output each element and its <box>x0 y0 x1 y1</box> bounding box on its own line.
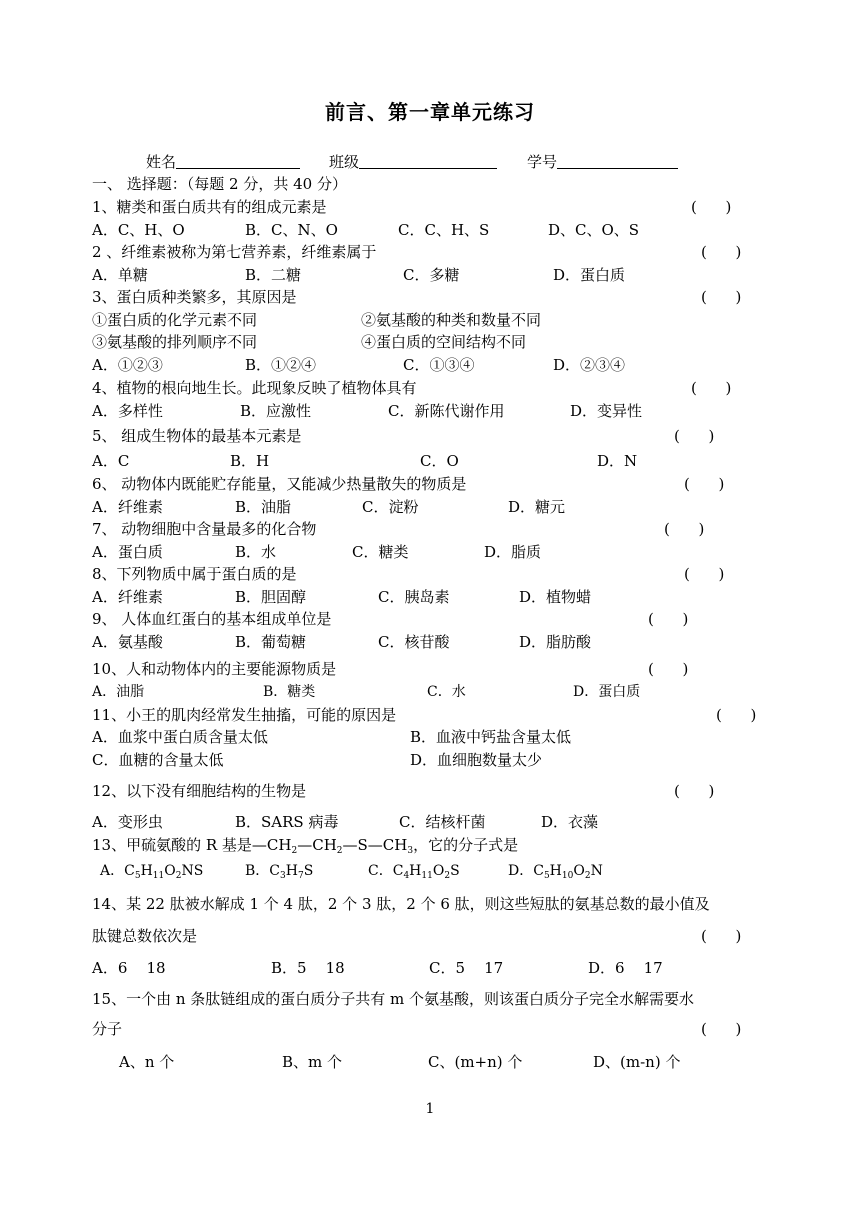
question-9-stem: 9、 人体血红蛋白的基本组成单位是 <box>92 610 332 628</box>
q3-statement-4: ④蛋白质的空间结构不同 <box>361 333 527 351</box>
q12-option-c: C．结核杆菌 <box>399 813 486 831</box>
q3-statement-3: ③氨基酸的排列顺序不同 <box>92 333 258 351</box>
answer-paren: ( ) <box>674 427 715 445</box>
question-14-stem-line1: 14、某 22 肽被水解成 1 个 4 肽，2 个 3 肽，2 个 6 肽，则这些短肽的氨基总数的最小值及 <box>92 895 710 913</box>
q8-option-b: B．胆固醇 <box>235 588 307 606</box>
q1-option-a: A．C、H、O <box>92 221 185 239</box>
q13-option-b: B．$C_3H_7S$ <box>245 863 314 881</box>
answer-paren: ( ) <box>674 782 715 800</box>
q5-option-a: A．C <box>92 452 130 470</box>
section-heading: 一、 选择题：（每题 2 分，共 40 分） <box>92 175 347 193</box>
q9-option-b: B．葡萄糖 <box>235 633 307 651</box>
answer-paren: ( ) <box>684 565 725 583</box>
q1-option-b: B．C、N、O <box>245 221 338 239</box>
q3-option-b: B．①②④ <box>245 356 317 374</box>
question-4-stem: 4、植物的根向地生长。此现象反映了植物体具有 <box>92 379 417 397</box>
question-10-stem: 10、人和动物体内的主要能源物质是 <box>92 660 337 678</box>
answer-paren: ( ) <box>684 475 725 493</box>
q3-option-d: D．②③④ <box>553 356 626 374</box>
q12-option-b: B．SARS 病毒 <box>235 813 339 831</box>
q13-stem-part: 13、甲硫氨酸的 R 基是—CH <box>92 836 292 854</box>
question-15-stem-line1: 15、一个由 n 条肽链组成的蛋白质分子共有 m 个氨基酸，则该蛋白质分子完全水解需要水 <box>92 990 695 1008</box>
q15-option-a: A、n 个 <box>119 1053 175 1071</box>
answer-paren: ( ) <box>664 520 705 538</box>
answer-paren: ( ) <box>648 610 689 628</box>
q14-option-b: B．5 18 <box>271 959 345 977</box>
page-title: 前言、第一章单元练习 <box>325 100 535 124</box>
q13-stem-part: ，它的分子式是 <box>413 836 519 854</box>
id-field <box>527 152 678 172</box>
q5-option-b: B．H <box>230 452 270 470</box>
q1-option-c: C．C、H、S <box>398 221 490 239</box>
q14-option-d: D．6 17 <box>588 959 663 977</box>
q9-option-d: D．脂肪酸 <box>519 633 592 651</box>
q11-option-c: C．血糖的含量太低 <box>92 751 224 769</box>
q13-option-d: D．$C_5H_{10}O_2N$ <box>508 863 603 881</box>
question-3-stem: 3、蛋白质种类繁多，其原因是 <box>92 288 297 306</box>
class-blank <box>359 152 497 169</box>
class-field <box>329 152 497 172</box>
question-5-stem: 5、 组成生物体的最基本元素是 <box>92 427 302 445</box>
q5-option-c: C．O <box>420 452 459 470</box>
page-number: 1 <box>425 1101 435 1117</box>
question-1-stem: 1、糖类和蛋白质共有的组成元素是 <box>92 198 327 216</box>
q9-option-c: C．核苷酸 <box>378 633 450 651</box>
q7-option-b: B．水 <box>235 543 277 561</box>
q7-option-a: A．蛋白质 <box>92 543 163 561</box>
q11-option-d: D．血细胞数量太少 <box>410 751 543 769</box>
q13-stem-part: —S—CH <box>342 836 408 854</box>
q7-option-d: D．脂质 <box>484 543 542 561</box>
q12-option-a: A．变形虫 <box>92 813 163 831</box>
question-13-stem: 13、甲硫氨酸的 R 基是$—CH_2—CH_2—S—CH_3$，它的分子式是 <box>92 836 519 856</box>
q11-option-a: A．血浆中蛋白质含量太低 <box>92 728 268 746</box>
q13-option-c: C．$C_4H_{11}O_2S$ <box>368 863 460 881</box>
answer-paren: ( ) <box>691 198 732 216</box>
q12-option-d: D．衣藻 <box>541 813 599 831</box>
q3-option-a: A．①②③ <box>92 356 163 374</box>
q4-option-a: A．多样性 <box>92 402 163 420</box>
q8-option-d: D．植物蜡 <box>519 588 592 606</box>
q13-option-a: A．$C_5H_{11}O_2NS$ <box>100 863 204 881</box>
answer-paren: ( ) <box>701 927 742 945</box>
q6-option-a: A．纤维素 <box>92 498 163 516</box>
q6-option-d: D．糖元 <box>508 498 566 516</box>
q14-option-c: C．5 17 <box>429 959 504 977</box>
question-8-stem: 8、下列物质中属于蛋白质的是 <box>92 565 297 583</box>
q15-option-d: D、(m-n) 个 <box>593 1053 681 1071</box>
q5-option-d: D．N <box>597 452 638 470</box>
answer-paren: ( ) <box>701 288 742 306</box>
question-11-stem: 11、小王的肌肉经常发生抽搐，可能的原因是 <box>92 706 397 724</box>
q10-option-d: D．蛋白质 <box>573 684 641 700</box>
q15-option-c: C、(m+n) 个 <box>428 1053 523 1071</box>
q3-statement-2: ②氨基酸的种类和数量不同 <box>361 311 542 329</box>
q15-option-b: B、m 个 <box>282 1053 343 1071</box>
question-6-stem: 6、 动物体内既能贮存能量，又能减少热量散失的物质是 <box>92 475 467 493</box>
q13-stem-part: —CH <box>297 836 337 854</box>
q3-statement-1: ①蛋白质的化学元素不同 <box>92 311 258 329</box>
question-7-stem: 7、 动物细胞中含量最多的化合物 <box>92 520 317 538</box>
q7-option-c: C．糖类 <box>352 543 409 561</box>
answer-paren: ( ) <box>716 706 757 724</box>
q4-option-b: B．应激性 <box>240 402 312 420</box>
q10-option-a: A．油脂 <box>92 684 145 700</box>
q6-option-c: C．淀粉 <box>362 498 419 516</box>
q10-option-c: C．水 <box>427 684 466 700</box>
q4-option-d: D．变异性 <box>570 402 643 420</box>
q8-option-c: C．胰岛素 <box>378 588 450 606</box>
q11-option-b: B．血液中钙盐含量太低 <box>410 728 572 746</box>
q9-option-a: A．氨基酸 <box>92 633 163 651</box>
q8-option-a: A．纤维素 <box>92 588 163 606</box>
question-14-stem-line2: 肽键总数依次是 <box>92 927 198 945</box>
question-2-stem: 2 、纤维素被称为第七营养素，纤维素属于 <box>92 243 377 261</box>
q2-option-a: A．单糖 <box>92 266 148 284</box>
q2-option-d: D．蛋白质 <box>553 266 626 284</box>
q2-option-b: B．二糖 <box>245 266 302 284</box>
q3-option-c: C．①③④ <box>403 356 475 374</box>
name-field <box>146 152 300 172</box>
name-label: 姓名 <box>146 153 177 171</box>
answer-paren: ( ) <box>648 660 689 678</box>
question-12-stem: 12、以下没有细胞结构的生物是 <box>92 782 307 800</box>
q14-option-a: A．6 18 <box>92 959 166 977</box>
id-label: 学号 <box>527 153 558 171</box>
q2-option-c: C．多糖 <box>403 266 460 284</box>
q6-option-b: B．油脂 <box>235 498 292 516</box>
answer-paren: ( ) <box>701 1020 742 1038</box>
answer-paren: ( ) <box>701 243 742 261</box>
name-blank <box>176 152 300 169</box>
q4-option-c: C．新陈代谢作用 <box>388 402 505 420</box>
q10-option-b: B．糖类 <box>263 684 316 700</box>
class-label: 班级 <box>329 153 360 171</box>
id-blank <box>557 152 678 169</box>
answer-paren: ( ) <box>691 379 732 397</box>
question-15-stem-line2: 分子 <box>92 1020 123 1038</box>
q1-option-d: D、C、O、S <box>548 221 640 239</box>
